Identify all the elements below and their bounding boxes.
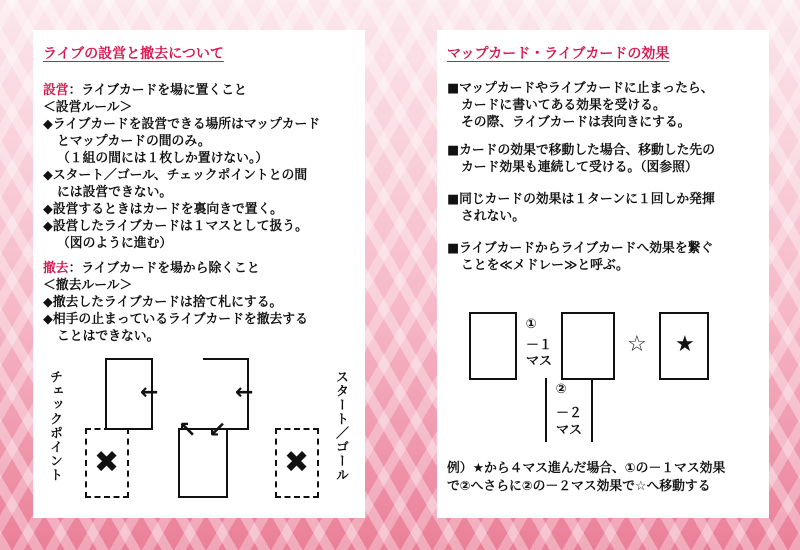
effect-rule-line: ■同じカードの効果は１ターンに１回しか発揮 — [447, 192, 715, 207]
setup-rules-heading: ＜設営ルール＞ — [43, 100, 133, 115]
remove-rule-line: ◆相手の止まっているライブカードを撤去する — [43, 312, 308, 327]
card-effects-card — [437, 30, 769, 518]
card-row — [469, 312, 709, 380]
effect-rule-line: ■ライブカードからライブカードへ効果を繋ぐ — [447, 241, 714, 256]
setup-rule-line: （１組の間には１枚しか置けない。） — [57, 151, 269, 166]
remove-desc: ：ライブカードを場から除くこと — [68, 261, 260, 276]
checkpoint-label: チェックポイント — [47, 370, 62, 482]
arrow-down-left-icon: ↙ — [208, 418, 227, 443]
remove-rule-line: ◆撤去したライブカードは捨て札にする。 — [43, 295, 283, 310]
effect-rule-line: されない。 — [461, 209, 525, 224]
setup-definition — [43, 82, 247, 100]
card-divider — [247, 358, 299, 430]
setup-rule-line: ◆設営したライブカードは１マスとして扱う。 — [43, 219, 308, 234]
cell1-number: ① — [525, 317, 537, 332]
card-title: ライブの設営と撤去について — [43, 46, 224, 62]
effect-rule-line: カード効果も連続して受ける。（図参照） — [461, 160, 698, 175]
star-outline-icon: ☆ — [627, 332, 647, 357]
setup-rule-line: には設営できない。 — [57, 185, 173, 200]
effect-rule-line: ■カードの効果で移動した場合、移動した先の — [447, 143, 716, 158]
setup-rule-line: とマップカードの間のみ。 — [57, 134, 211, 149]
cell2-effect-unit: マス — [555, 423, 582, 438]
cell1-effect: －１ — [525, 338, 552, 353]
arrow-left-icon: ← — [235, 380, 254, 405]
effect-rule-line: ことを≪メドレー≫と呼ぶ。 — [461, 258, 629, 273]
cell2-effect: －２ — [555, 406, 582, 421]
effect-rule-line: カードに書いてある効果を受ける。 — [461, 98, 666, 113]
card-title: マップカード・ライブカードの効果 — [447, 46, 670, 62]
remove-rule-line: ことはできない。 — [57, 329, 160, 344]
x-mark-icon: ✖ — [94, 445, 120, 480]
x-mark-icon: ✖ — [284, 445, 310, 480]
effect-rule-line: その際、ライブカードは表向きにする。 — [461, 115, 691, 130]
remove-term: 撤去 — [43, 261, 69, 276]
start-goal-label: スタート／ゴール — [333, 370, 348, 482]
remove-definition — [43, 260, 260, 278]
example-line: 例）★から４マス進んだ場合、①の－１マス効果 — [447, 461, 726, 476]
cell1-effect-unit: マス — [525, 354, 552, 369]
setup-rule-line: ◆スタート／ゴール、チェックポイントとの間 — [43, 168, 308, 183]
setup-rule-line: ◆設営するときはカードを裏向きで置く。 — [43, 202, 283, 217]
arrow-up-left-icon: ↖ — [178, 418, 197, 443]
remove-rules-heading: ＜撤去ルール＞ — [43, 278, 133, 293]
setup-term: 設営 — [43, 83, 69, 98]
example-line: で②へさらに②の－２マス効果で☆へ移動する — [447, 479, 711, 494]
setup-rule-line: ◆ライブカードを設営できる場所はマップカード — [43, 117, 321, 132]
star-filled-icon: ★ — [675, 332, 695, 357]
effect-rule-line: ■マップカードやライブカードに止まったら、 — [447, 81, 714, 96]
cell2-number: ② — [555, 382, 567, 397]
setup-desc: ：ライブカードを場に置くこと — [68, 83, 247, 98]
arrow-left-icon: ← — [140, 380, 159, 405]
live-setup-card — [33, 30, 365, 518]
setup-rule-line: （図のように進む） — [57, 236, 173, 251]
